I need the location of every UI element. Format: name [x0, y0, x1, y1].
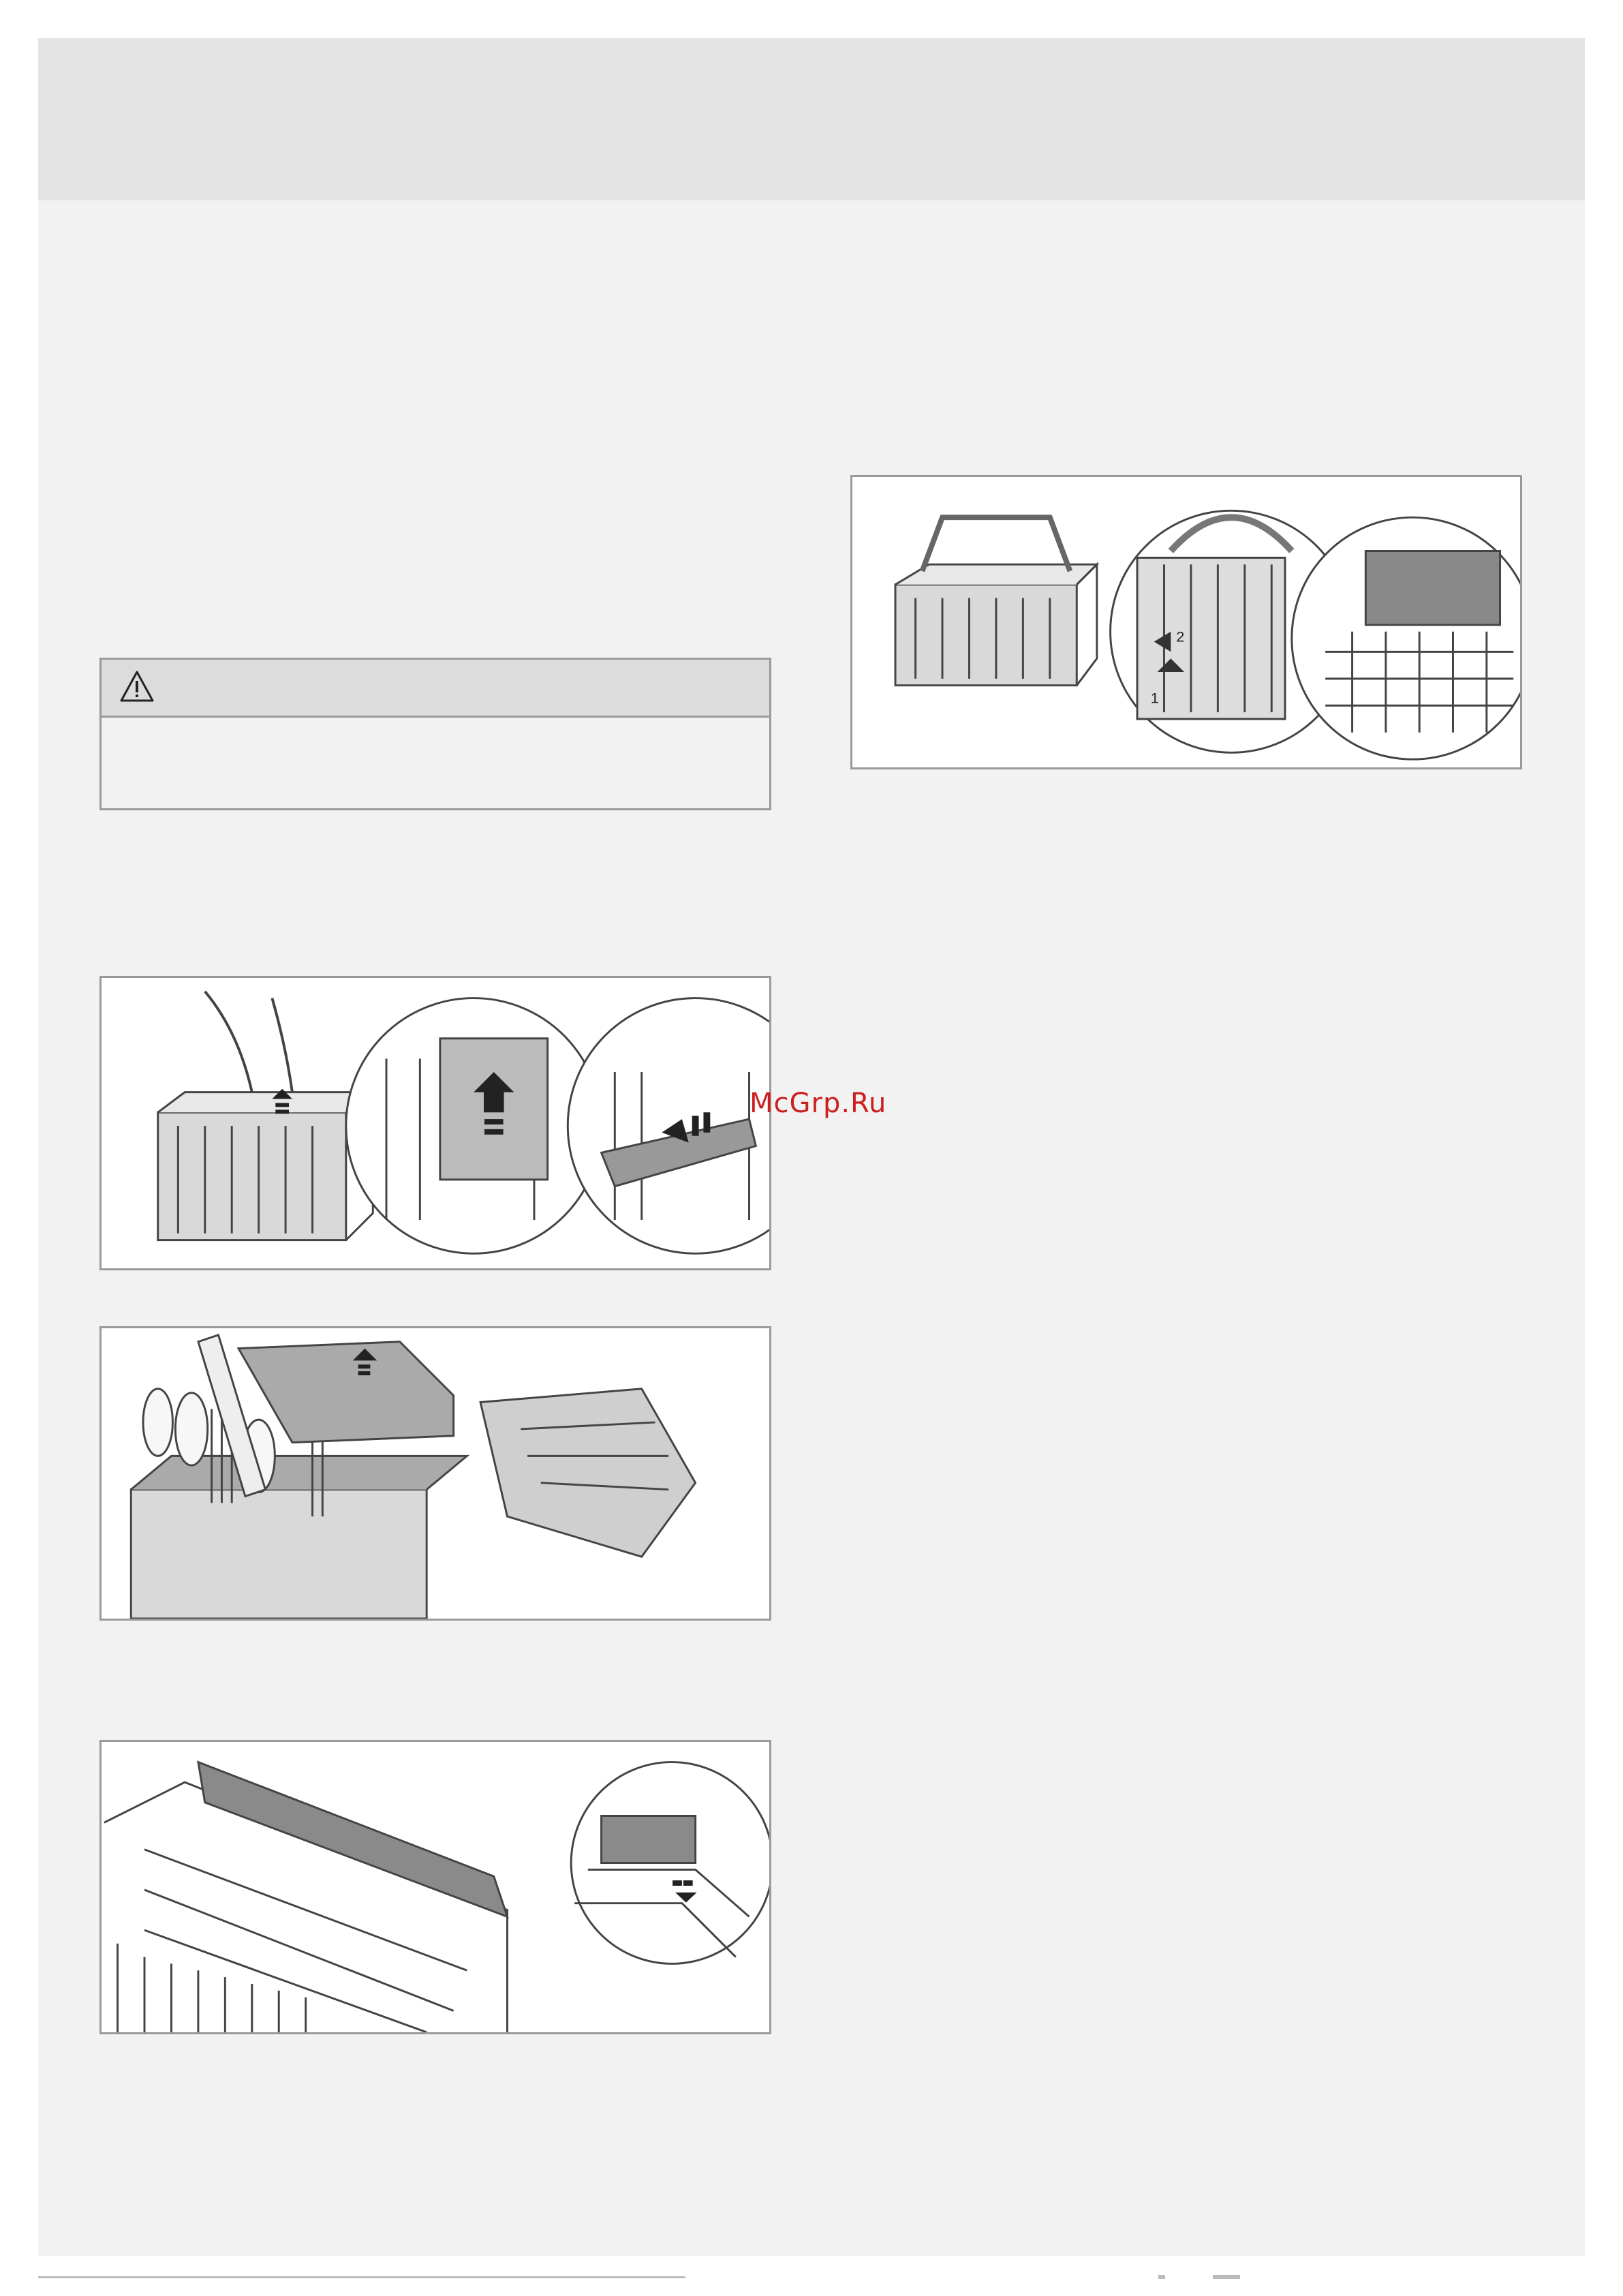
warning-box	[99, 658, 771, 810]
header-band	[38, 38, 1585, 200]
figure-lid-removal-drawing	[102, 1328, 769, 1619]
footer-line	[38, 2276, 685, 2278]
footer-mark	[1213, 2275, 1240, 2279]
figure-handle-removal	[850, 475, 1522, 769]
figure-lid-removal	[99, 1326, 771, 1621]
figure-divider-removal-drawing	[102, 978, 769, 1268]
warning-triangle-icon	[119, 669, 155, 705]
figure-divider-removal	[99, 976, 771, 1270]
figure-rack-installation	[99, 1740, 771, 2034]
callout-2: 2	[1176, 628, 1185, 645]
callout-1: 1	[1150, 689, 1159, 707]
figure-rack-installation-drawing	[102, 1742, 769, 2032]
warning-header	[102, 660, 769, 718]
watermark: McGrp.Ru	[749, 1088, 887, 1119]
figure-handle-removal-drawing	[852, 477, 1520, 767]
footer-mark	[1158, 2275, 1165, 2279]
